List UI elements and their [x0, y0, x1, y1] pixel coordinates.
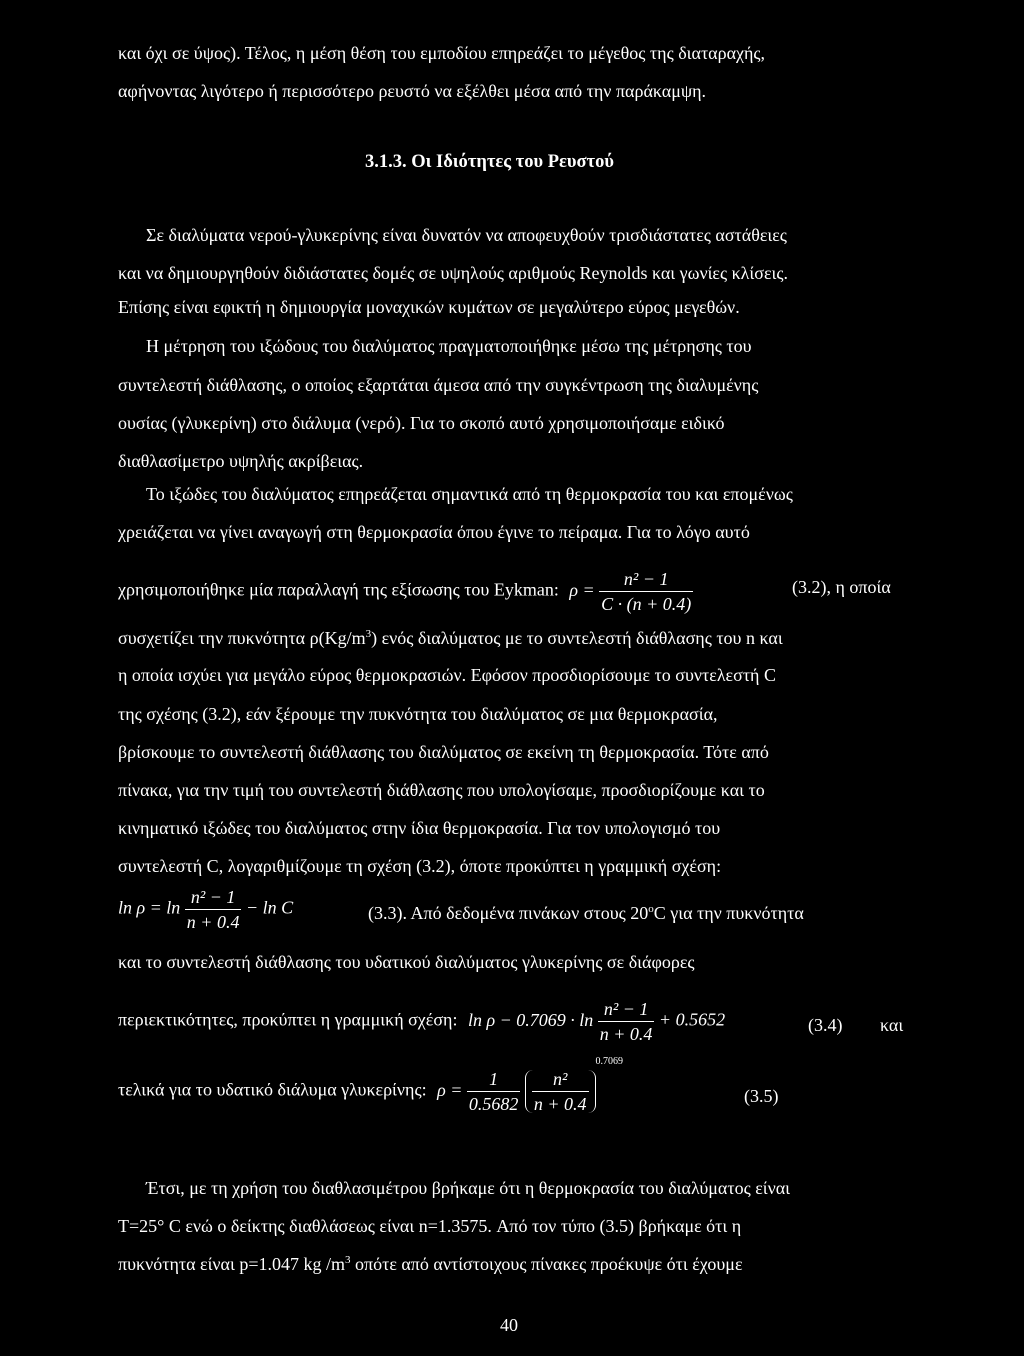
eq32-denominator: C · (n + 0.4) [601, 594, 692, 614]
text-line: ουσίας (γλυκερίνη) στο διάλυμα (νερό). Για το σκοπό αυτό χρησιμοποιήσαμε ειδικό [118, 413, 725, 433]
text-line: Το ιξώδες του διαλύματος επηρεάζεται σημαντικά από τη θερμοκρασία του και επομένως [146, 484, 793, 504]
eq34-numerator: n² − 1 [598, 1000, 655, 1022]
equation-line-3-2 [118, 570, 693, 613]
eq34-rhs: + 0.5652 [658, 1009, 726, 1030]
text-segment: (3.5) [744, 1086, 779, 1106]
superscript: 3 [345, 1254, 351, 1266]
eq35-lhs: ρ = [437, 1079, 463, 1100]
text-line: χρειάζεται να γίνει αναγωγή στη θερμοκρασία όπου έγινε το πείραμα. Για το λόγο αυτό [118, 522, 750, 542]
eq33-fraction [185, 888, 242, 931]
eq35-fraction-1 [467, 1070, 521, 1113]
text-line: T=25° C ενώ ο δείκτης διαθλάσεως είναι n=1.3575. Από τον τύπο (3.5) βρήκαμε ότι η [118, 1216, 742, 1236]
text-line [118, 629, 783, 647]
text-segment: και [880, 1015, 904, 1035]
text-line: και να δημιουργηθούν διδιάστατες δομές σε υψηλούς αριθμούς Reynolds και γωνίες κλίσεις. [118, 263, 788, 283]
eq34-fraction [598, 1000, 655, 1043]
text-segment: C για την πυκνότητα [653, 903, 804, 923]
eq33-rhs: − ln C [245, 897, 294, 918]
superscript: o [648, 903, 654, 915]
section-heading: 3.1.3. Οι Ιδιότητες του Ρευστού [365, 152, 614, 172]
eq33-lhs: ln ρ = ln [118, 897, 181, 918]
text-line: η οποία ισχύει για μεγάλο εύρος θερμοκρασιών. Εφόσον προσδιορίσουμε το συντελεστή C [118, 665, 776, 685]
text-line: Επίσης είναι εφικτή η δημιουργία μοναχικών κυμάτων σε μεγαλύτερο εύρος μεγεθών. [118, 297, 740, 317]
text-line: βρίσκουμε το συντελεστή διάθλασης του διαλύματος σε εκείνη τη θερμοκρασία. Τότε από [118, 742, 769, 762]
text-segment: τελικά για το υδατικό διάλυμα γλυκερίνης: [118, 1079, 427, 1100]
text-segment: περιεκτικότητες, προκύπτει η γραμμική σχέση: [118, 1009, 458, 1030]
text-line: και όχι σε ύψος). Τέλος, η μέση θέση του εμποδίου επηρεάζει το μέγεθος της διαταραχής, [118, 43, 766, 63]
eq35-numerator-1: 1 [467, 1070, 521, 1092]
page-number: 40 [500, 1315, 518, 1335]
text-segment: χρησιμοποιήθηκε μία παραλλαγή της εξίσωσης του Eykman: [118, 579, 559, 600]
eq35-denominator-2: n + 0.4 [533, 1094, 587, 1114]
eq35-parentheses [525, 1070, 596, 1113]
text-line: Έτσι, με τη χρήση του διαθλασιμέτρου βρήκαμε ότι η θερμοκρασία του διαλύματος είναι [146, 1178, 791, 1198]
text-line: αφήνοντας λιγότερο ή περισσότερο ρευστό να εξέλθει μέσα από την παράκαμψη. [118, 81, 707, 101]
text-line [368, 904, 804, 922]
superscript: 3 [365, 628, 372, 640]
text-segment: (3.4) [808, 1015, 843, 1035]
text-segment: πυκνότητα είναι p=1.047 kg /m [118, 1254, 345, 1274]
equation-line-3-4 [118, 1000, 725, 1043]
text-line: Η μέτρηση του ιξώδους του διαλύματος πραγματοποιήθηκε μέσω της μέτρησης του [146, 336, 752, 356]
text-line: πίνακα, για την τιμή του συντελεστή διάθλασης που υπολογίσαμε, προσδιορίζουμε και το [118, 780, 765, 800]
eq34-lhs: ln ρ − 0.7069 · ln [467, 1009, 594, 1030]
eq33-denominator: n + 0.4 [186, 912, 240, 932]
text-segment: (3.2), η οποία [792, 577, 891, 597]
text-line [118, 1255, 743, 1273]
text-line: διαθλασίμετρο υψηλής ακρίβειας. [118, 451, 364, 471]
text-segment: ) ενός διαλύματος με το συντελεστή διάθλασης του n και [371, 628, 783, 648]
eq34-denominator: n + 0.4 [599, 1024, 653, 1044]
eq32-numerator: n² − 1 [599, 570, 693, 592]
text-segment: (3.3). Από δεδομένα πινάκων στους 20 [368, 903, 649, 923]
text-segment: συσχετίζει την πυκνότητα ρ(Kg/m [118, 628, 366, 648]
eq35-exponent: 0.7069 [595, 1056, 624, 1067]
text-line: συντελεστή C, λογαριθμίζουμε τη σχέση (3.2), όποτε προκύπτει η γραμμική σχέση: [118, 856, 722, 876]
text-line: και το συντελεστή διάθλασης του υδατικού διαλύματος γλυκερίνης σε διάφορες [118, 952, 695, 972]
text-line: της σχέσης (3.2), εάν ξέρουμε την πυκνότητα του διαλύματος σε μια θερμοκρασία, [118, 704, 718, 724]
eq35-denominator-1: 0.5682 [468, 1094, 519, 1114]
text-line: κινηματικό ιξώδες του διαλύματος στην ίδια θερμοκρασία. Για τον υπολογισμό του [118, 818, 721, 838]
eq35-fraction-2 [532, 1070, 589, 1113]
eq33-numerator: n² − 1 [185, 888, 242, 910]
text-line: Σε διαλύματα νερού-γλυκερίνης είναι δυνατόν να αποφευχθούν τρισδιάστατες αστάθειες [146, 225, 787, 245]
equation-3-3 [118, 888, 293, 931]
text-line: συντελεστή διάθλασης, ο οποίος εξαρτάται άμεσα από την συγκέντρωση της διαλυμένης [118, 375, 759, 395]
equation-line-3-5 [118, 1056, 624, 1114]
eq32-lhs: ρ = [569, 579, 595, 600]
eq32-fraction [599, 570, 693, 613]
eq35-numerator-2: n² [532, 1070, 589, 1092]
text-segment: οπότε από αντίστοιχους πίνακες προέκυψε ότι έχουμε [350, 1254, 743, 1274]
